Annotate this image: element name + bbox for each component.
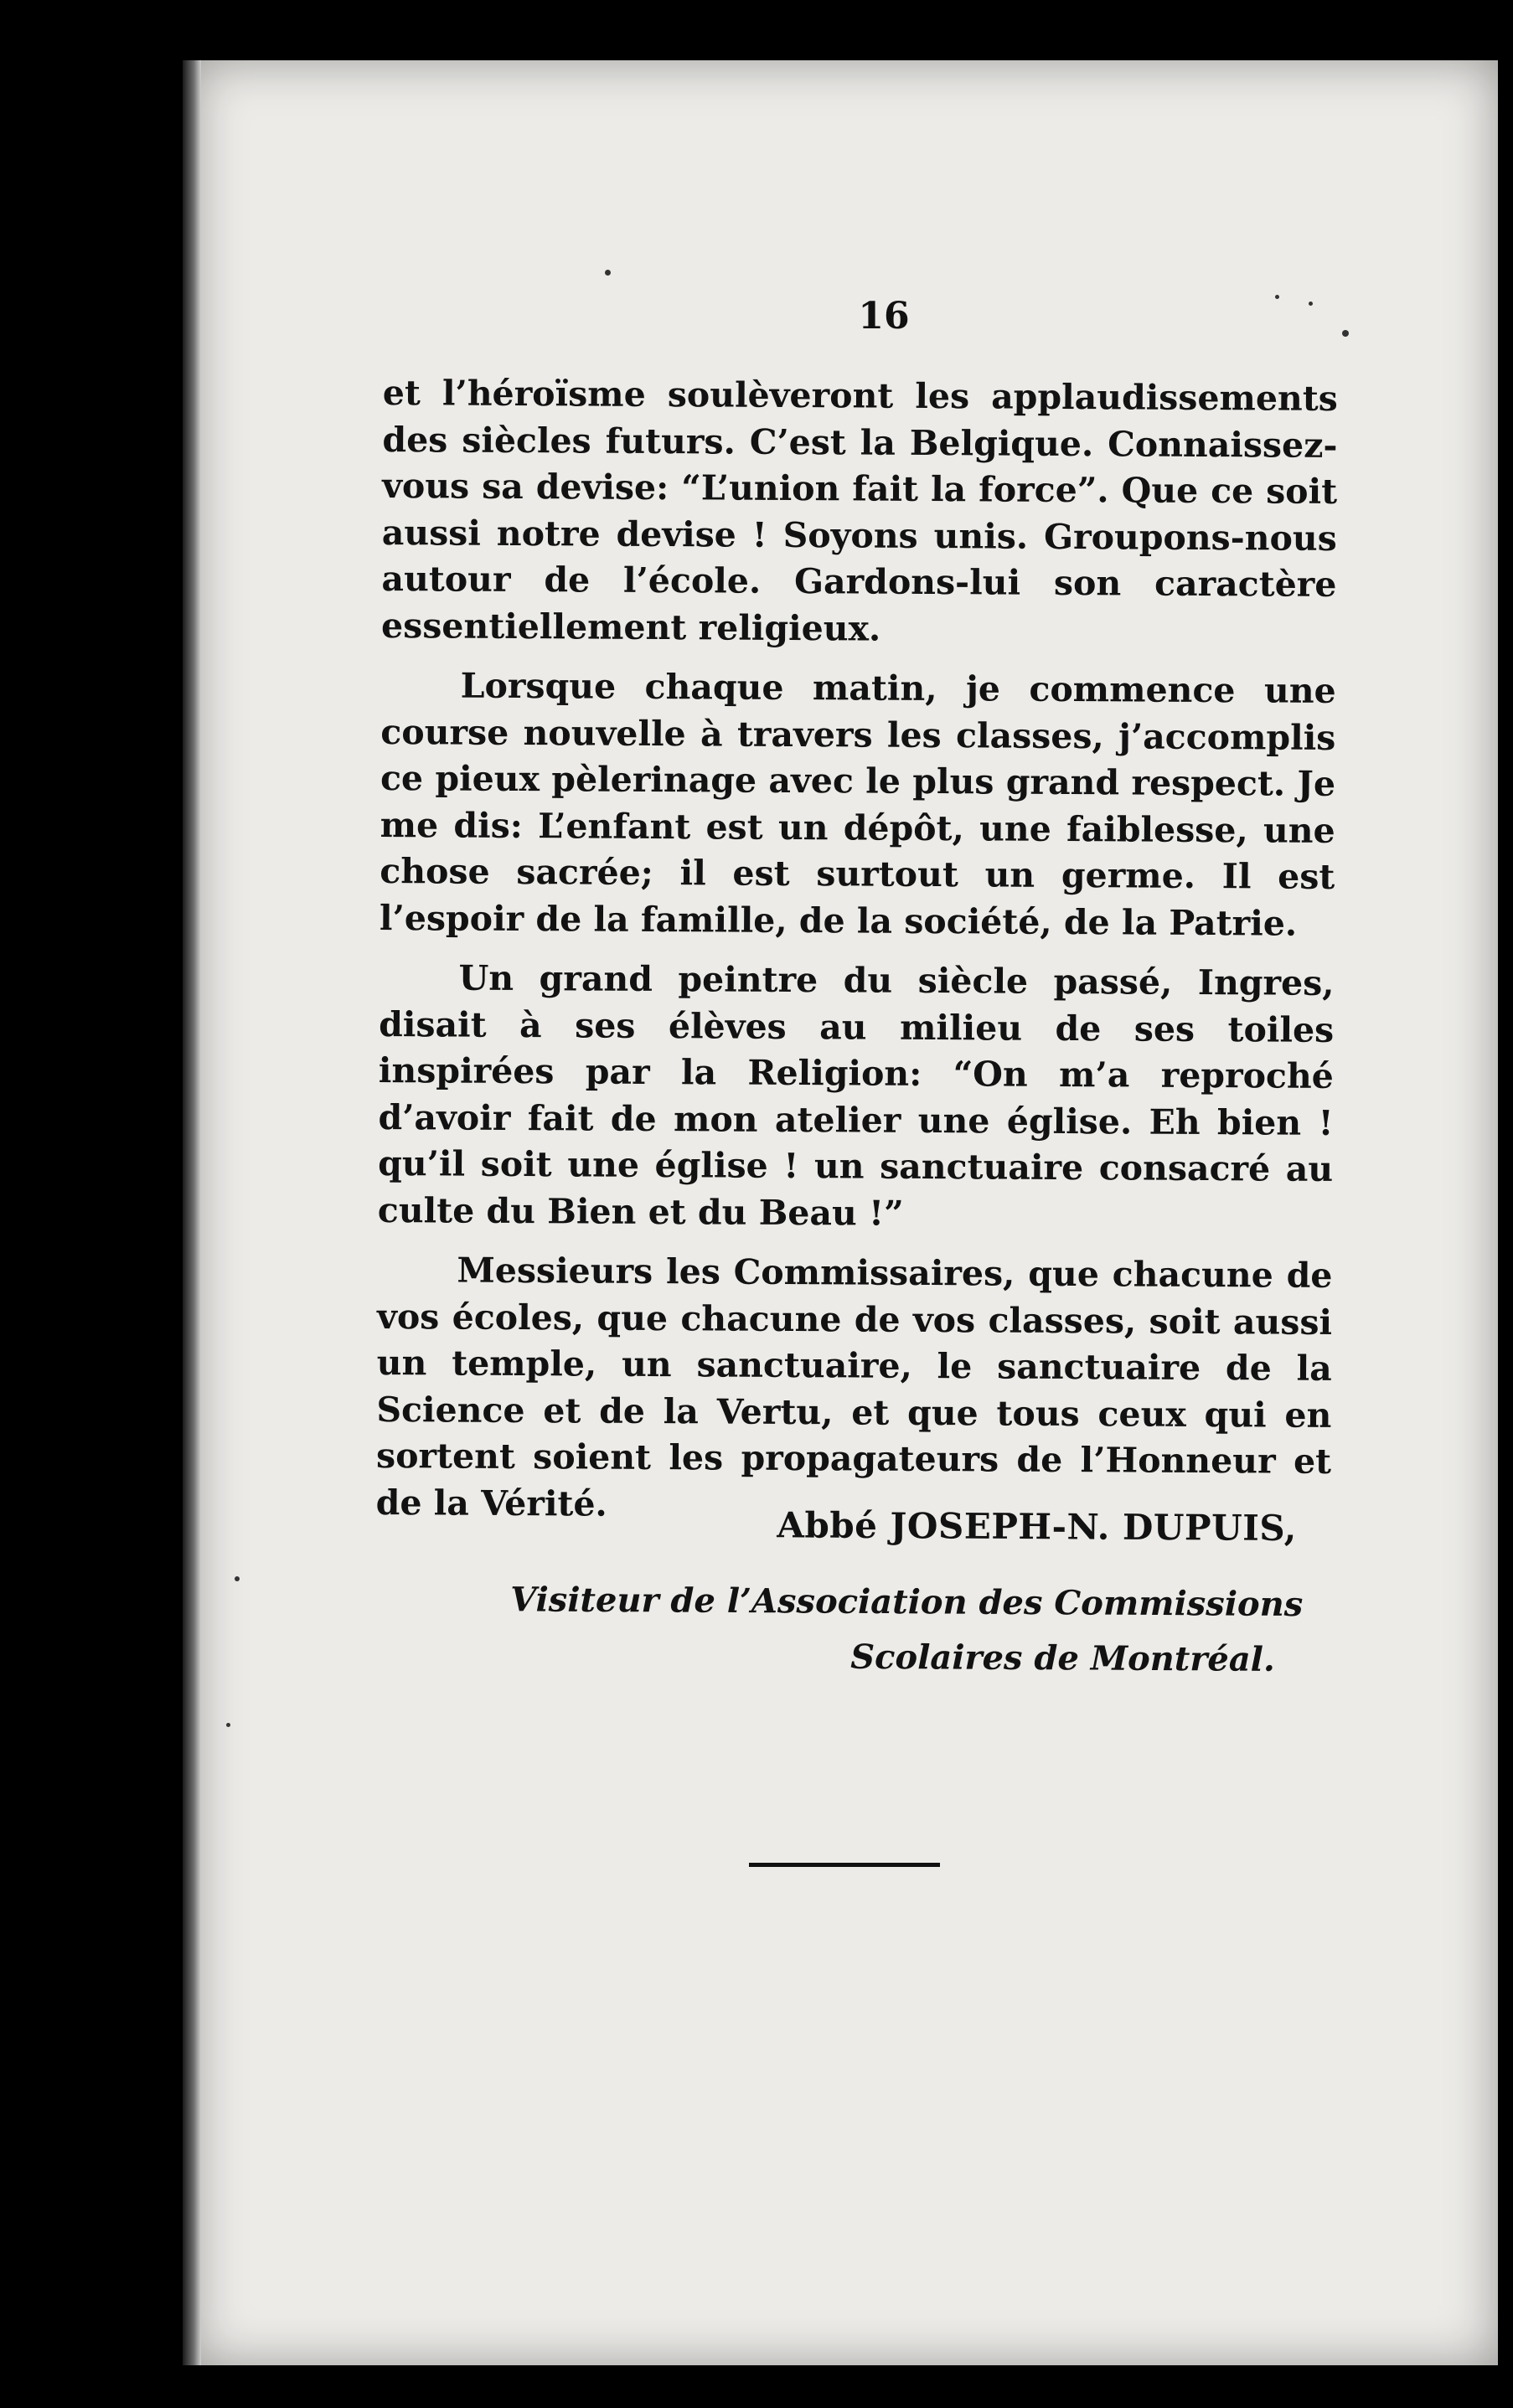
paragraph-1: et l’héroïsme soulèveront les applaudissements des siècles futurs. C’est la Belgique. Connaissez-vous sa devise: “L’union fait la force”. Que ce soit aussi notre devise ! Soyons unis. Groupons-nous autour de l’école. Gardons-lui son caractère essentiellement religieux. [380,372,1338,649]
body-text [375,370,1338,1545]
page-spine-shadow [183,60,201,2365]
signature-name: Abbé JOSEPH-N. DUPUIS, [777,1504,1297,1549]
signature-title-line-2: Scolaires de Montréal. [850,1637,1276,1679]
paragraph-2: Lorsque chaque matin, je commence une course nouvelle à travers les classes, j’accomplis ce pieux pèlerinage avec le plus grand respect. Je me dis: L’enfant est un dépôt, une faiblesse, une chose sacrée; il est surtout un germe. Il est l’espoir de la famille, de la société, de la Patrie. [379,665,1336,944]
book-page [183,60,1498,2365]
signature-title-line-1: Visiteur de l’Association des Commissions [510,1580,1304,1625]
scan-speck [1342,330,1349,337]
scan-speck [235,1576,240,1581]
paragraph-4: Messieurs les Commissaires, que chacune de vos écoles, que chacune de vos classes, soit aussi un temple, un sanctuaire, le sanctuaire de la Science et de la Vertu, et que tous ceux qui en sortent soient les propagateurs de l’Honneur et de la Vérité. [375,1250,1333,1524]
scan-speck [605,270,611,276]
paragraph-3: Un grand peintre du siècle passé, Ingres, disait à ses élèves au milieu de ses toiles inspirées par la Religion: “On m’a reproché d’avoir fait de mon atelier une église. Eh bien ! qu’il soit une église ! un sanctuaire consacré au culte du Bien et du Beau !” [377,957,1335,1234]
closing-rule [749,1863,940,1867]
scan-speck [1309,302,1313,306]
scan-speck [1275,295,1279,299]
page-number: 16 [858,295,910,338]
scan-speck [226,1723,230,1727]
